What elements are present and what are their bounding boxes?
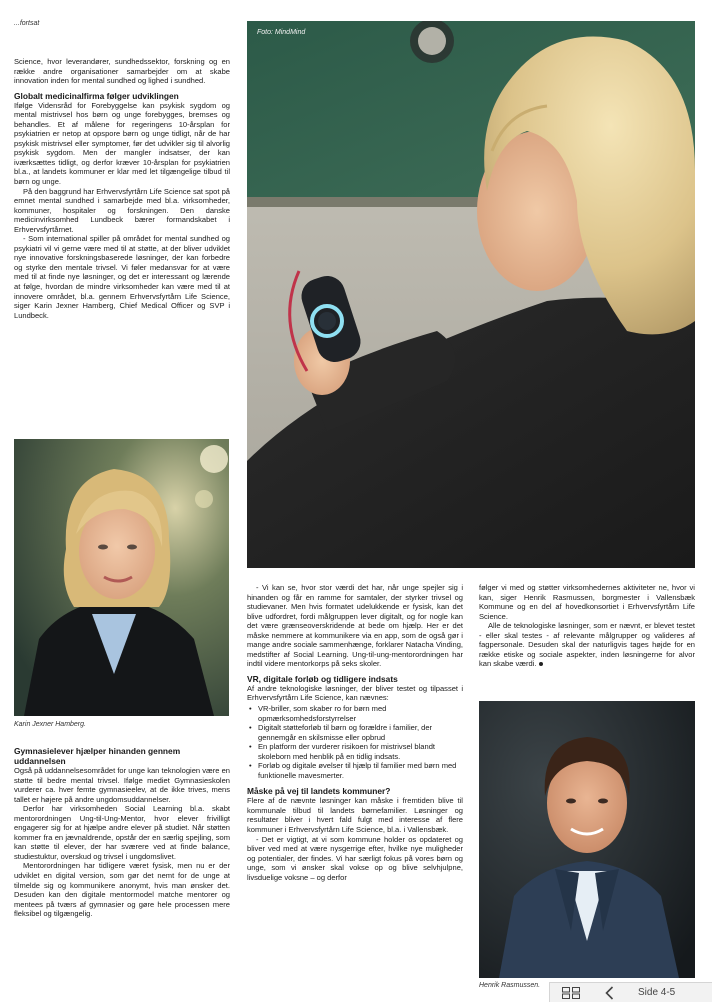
photo-caption-karin: Karin Jexner Hamberg.	[14, 721, 86, 728]
continued-label: ...fortsat	[14, 20, 40, 27]
child-with-device-image	[247, 21, 695, 568]
list-item: • Digitalt støtteforløb til børn og forældre i familier, der gennemgår en skilsmisse eller opbrud	[247, 723, 463, 742]
paragraph: Mentorordningen har tidligere været fysisk, men nu er der udviklet en digital version, som gør det nemt for de unge at tilmelde sig og kommunikere anonymt, hvis man ønsker det. Desuden kan den digitale mentormodel matche mentorer og mentees på tværs af gymnasier og gøre hele processen mere fleksibel og tilgængelig.	[14, 861, 230, 919]
middle-column	[247, 583, 463, 882]
previous-page-button[interactable]	[602, 986, 616, 1000]
page-viewer-toolbar	[549, 982, 712, 1002]
chevron-left-icon	[605, 986, 614, 1000]
solutions-list	[247, 704, 463, 780]
left-column-bottom	[14, 746, 230, 919]
paragraph: - Vi kan se, hvor stor værdi det har, når unge spejler sig i hinanden og får en ramme for samtaler, der styrker trivsel og studievaner. Men hvis formatet udelukkende er fysisk, kan det blive udfordret, fordi målgruppen lever digitalt, og for nogle kan det være grænseoverskridende at bede om hjælp. Her er det måske nemmere at kommunikere via en app, som de også gør i mange andre sociale sammenhænge, forklarer Natacha Vinding, medstifter af Social Learning. Ung-til-ung-mentorordningen har indtil videre mentorkorps på seks skoler.	[247, 583, 463, 669]
section-heading-kommuner: Måske på vej til landets kommuner?	[247, 786, 391, 797]
list-item: • En platform der vurderer risikoen for mistrivsel blandt skoleborn med henblik på en tidlig indsats.	[247, 742, 463, 761]
paragraph: Af andre teknologiske løsninger, der bliver testet og tilpasset i Erhvervsfyrtårn Life Science, kan nævnes:	[247, 683, 463, 703]
grid-icon	[562, 987, 580, 999]
photo-credit: Foto: MindMind	[257, 29, 306, 36]
paragraph: På den baggrund har Erhvervsfyrtårn Life Science sat spot på emnet mental sundhed i samarbejde med bl.a. virksomheder, kommuner, hospitaler og forskningen. Den danske medicinvirksomhed Lundbeck bærer formandskabet i Erhvervsfyrtårnet.	[14, 186, 230, 234]
paragraph: - Det er vigtigt, at vi som kommune holder os opdateret og bliver ved med at være nysgerrige efter, hvilke nye muligheder og potentialer, der findes. Vi har særligt fokus på vores børn og unge, som vi ønsker skal vokse op og blive selvhjulpne, livsduelige voksne – og derfor	[247, 834, 463, 882]
left-column-top	[14, 57, 230, 320]
portrait-image	[479, 701, 695, 978]
intro-paragraph: Science, hvor leverandører, sundhedssektor, forskning og en række andre organisationer samarbejder om at skabe innovation inden for mental sundhed og lighed i sundhed.	[14, 57, 230, 86]
end-of-article-mark	[539, 662, 543, 666]
paragraph: - Som international spiller på området for mental sundhed og psykiatri vil vi gerne være med til at støtte, at der bliver udviklet nye innovative forskningsbaserede løsninger, der kan forbedre og styrke den mentale trivsel. Vi føler medansvar for at være med til at finde nye løsninger, og det er interessant og lærende at følge, hvordan de mindre virksomheder kan være med til at innovere området, bl.a. gennem Erhvervsfyrtårn Life Science, siger Karin Jexner Hamberg, Chief Medical Officer og SVP i Lundbeck.	[14, 234, 230, 320]
main-photo	[247, 21, 695, 568]
paragraph: Ifølge Vidensråd for Forebyggelse kan psykisk sygdom og mental mistrivsel hos børn og unge forebygges, bremses og behandles. Et af målene for regeringens 10-årsplan for psykiatrien er netop at opspore børn og unge tidligt, når de har psykisk mistrivsel eller symptomer, før det udvikler sig til alvorlig psykisk sygdom. Men der mangler indsatser, der kan iværksættes tidligt, og derfor kræver 10-årsplan for psykiatrien bl.a., at landets kommuner er klar med let tilgængelige tilbud til børn og unge.	[14, 100, 230, 187]
paragraph: Også på uddannelsesområdet for unge kan teknologien være en støtte til bedre mental trivsel. Ifølge mediet Gymnasieskolen vurderer ca. hver femte gymnasieelev, at de ikke trives, mens tallet er højere på andre ungdomsuddannelser.	[14, 766, 230, 804]
portrait-image	[14, 439, 229, 716]
closing-text: Alle de teknologiske løsninger, som er nævnt, er blevet testet - eller skal testes - af relevante målgrupper og valideres af fagpersonale. Desuden skal der naturligvis tages højde for en række etiske og sociale aspekter, inden løsningerne for alvor kan skabe værdi.	[479, 621, 695, 669]
photo-karin-jexner-hamberg	[14, 439, 229, 716]
list-item: • VR-briller, som skaber ro for børn med opmærksomhedsforstyrrelser	[247, 704, 463, 723]
paragraph: Derfor har virksomheden Social Learning bl.a. skabt mentorordningen Ung-til-Ung-Mentor, hvor elever frivilligt engagerer sig for at hjælpe andre elever på studiet. Når støtten kommer fra en jævnaldrende, opstår der en særlig spejling, som kan støtte til elever, der har sværere ved at finde balance, studiestuktur, overskud og trivsel i ungdomslivet.	[14, 804, 230, 861]
photo-henrik-rasmussen	[479, 701, 695, 978]
right-column	[479, 583, 695, 669]
paragraph: Flere af de nævnte løsninger kan måske i fremtiden blive til kommunale tilbud til landets børnefamilier. Løsninger og resultater bliver i hvert fald fulgt med interesse af flere kommuner i Erhvervsfyrtårn Life Science, bl.a. i Vallensbæk.	[247, 796, 463, 835]
page-indicator: Side 4-5	[638, 987, 676, 998]
list-item: • Forløb og digitale øvelser til hjælp til familier med børn med funktionelle mavesmerter.	[247, 761, 463, 780]
paragraph: følger vi med og støtter virksomhedernes aktiviteter ne, hvor vi kan, siger Henrik Rasmussen, borgmester i Vallensbæk Kommune og en del af hovedkonsortiet i Erhvervsfyrtårn Life Science.	[479, 583, 695, 621]
paragraph	[479, 621, 695, 669]
section-heading-medicinalfirma: Globalt medicinalfirma følger udviklingen	[14, 90, 179, 101]
section-heading-gymnasielever: Gymnasielever hjælper hinanden gennem uddannelsen	[14, 746, 181, 766]
photo-caption-henrik: Henrik Rasmussen.	[479, 982, 541, 989]
grid-view-button[interactable]	[562, 986, 580, 1000]
section-heading-vr: VR, digitale forløb og tidligere indsats	[247, 673, 398, 684]
